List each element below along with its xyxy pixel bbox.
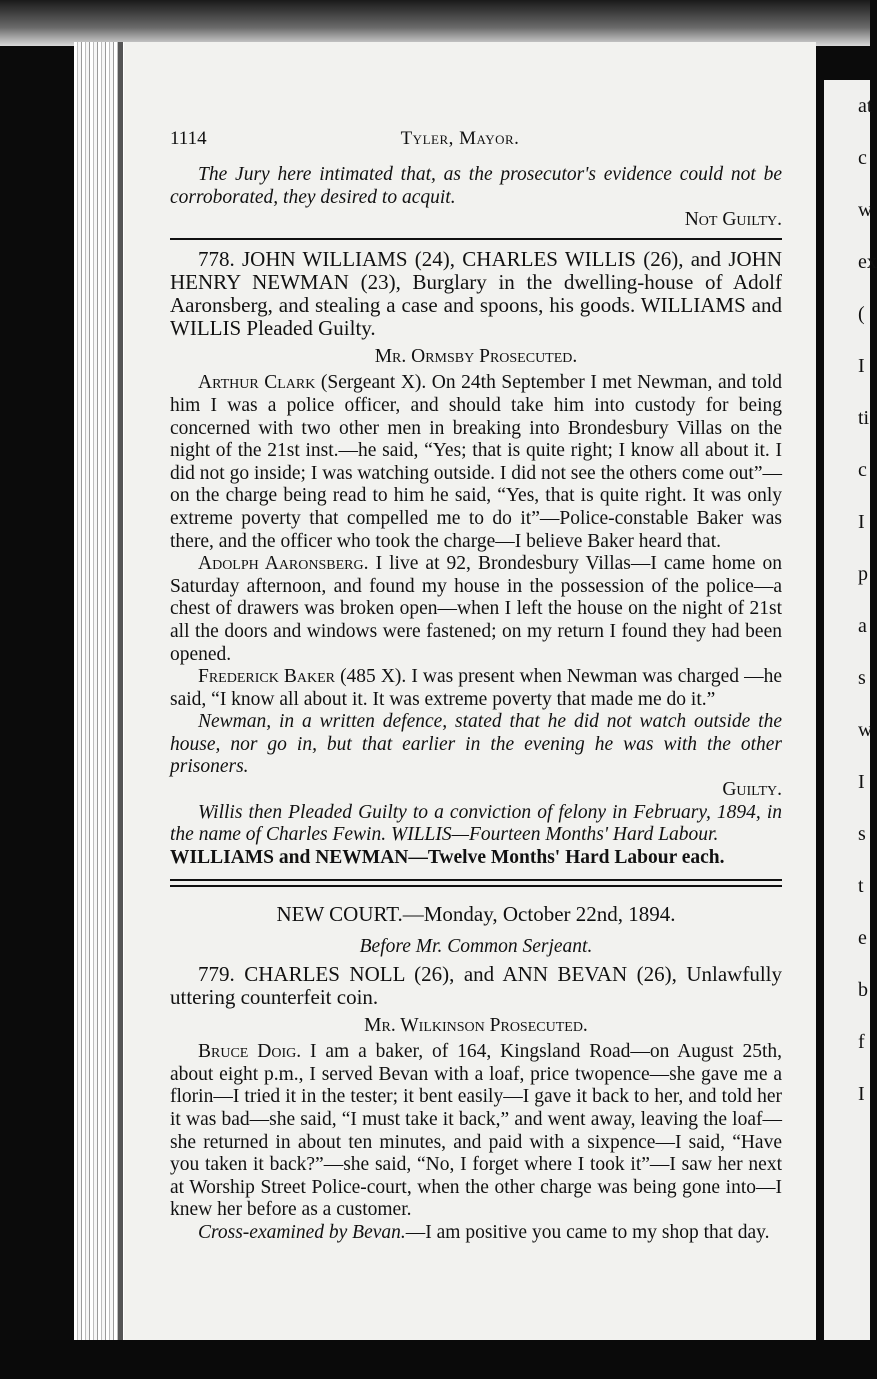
facing-page-fragment: I [858, 771, 865, 793]
court-before: Before Mr. Common Serjeant. [359, 936, 593, 958]
facing-page-fragment: b [858, 979, 868, 1001]
facing-page-fragment: a [858, 615, 867, 637]
facing-page-fragment: I [858, 1083, 865, 1105]
facing-page-fragment: ti [858, 407, 870, 429]
case-778-witness-3 [170, 666, 782, 711]
prev-case-text: The Jury here intimated that, as the prosecutor's evidence could not be corroborated, they desired to acquit. [170, 164, 782, 208]
page-content [170, 120, 782, 1245]
case-779-cross [170, 1222, 782, 1245]
prev-case-verdict-line [170, 209, 782, 232]
running-title: Tyler, Mayor. [400, 128, 520, 149]
witness-name: Bruce Doig. [198, 1041, 302, 1063]
case-778-heading: 778. JOHN WILLIAMS (24), CHARLES WILLIS (26), and JOHN HENRY NEWMAN (23), Burglary in the dwelling-house of Adolf Aaronsberg, and stealing a case and spoons, his goods. WILLIAMS and WILLIS Pleaded Guilty. [170, 246, 782, 340]
facing-page-fragment: s [858, 823, 866, 845]
case-778-defence: Newman, in a written defence, stated that he did not watch outside the house, nor go in, but that earlier in the evening he was with the other prisoners. [170, 711, 782, 778]
facing-page-fragment: c [858, 459, 867, 481]
section-rule [170, 238, 782, 240]
facing-page-fragment: e [858, 927, 867, 949]
case-778-verdict: Guilty. [722, 779, 782, 801]
gutter-shadow [118, 42, 123, 1342]
case-778-verdict-line [170, 779, 782, 802]
court-divider [170, 879, 782, 887]
case-779-witness-1 [170, 1041, 782, 1222]
witness-testimony: (Sergeant X). On 24th September I met Newman, and told him I was a police officer, and should take him into custody for being concerned with two other men in breaking into Brondesbury Villas on the night of the 21st inst.—he said, “Yes; that is quite right; I know all about it. I did not go inside; I was watching outside. I did not see the others come out”—on the charge being read to him he said, “Yes, that is quite right. It was only extreme poverty that compelled me to do it”—Police-constable Baker was there, and the officer who took the charge—I believe Baker heard that. [170, 372, 782, 552]
case-778-willis-note: Willis then Pleaded Guilty to a conviction of felony in February, 1894, in the name of Charles Fewin. WILLIS—Fourteen Months' Hard Labour. [170, 801, 782, 846]
running-head [170, 128, 782, 164]
page-gutter [74, 42, 124, 1342]
case-778-sentence: WILLIAMS and NEWMAN—Twelve Months' Hard Labour each. [170, 846, 725, 868]
court-heading: NEW COURT.—Monday, October 22nd, 1894. [276, 902, 676, 927]
cross-text: —I am positive you came to my shop that day. [405, 1221, 770, 1243]
facing-page-fragment: I [858, 355, 865, 377]
facing-page-fragment: c [858, 147, 867, 169]
page-number: 1114 [170, 128, 207, 149]
case-778-prosecutor: Mr. Ormsby Prosecuted. [374, 345, 578, 367]
facing-page-fragment: w [858, 719, 873, 741]
facing-page-edge [824, 80, 877, 1340]
prev-case-verdict: Not Guilty. [684, 209, 782, 231]
facing-page-fragment: f [858, 1031, 865, 1053]
scan-bottom-edge [0, 1340, 870, 1379]
facing-page-fragment: s [858, 667, 866, 689]
scan-top-edge [0, 0, 870, 46]
witness-name: Adolph Aaronsberg. [198, 553, 369, 575]
case-779-prosecutor: Mr. Wilkinson Prosecuted. [364, 1014, 588, 1036]
witness-name: Arthur Clark [198, 372, 316, 394]
facing-page-fragment: ( [858, 303, 865, 325]
facing-page-fragment: I [858, 511, 865, 533]
facing-page-fragment: p [858, 563, 868, 585]
case-779-heading: 779. CHARLES NOLL (26), and ANN BEVAN (26), Unlawfully uttering counterfeit coin. [170, 961, 782, 1009]
facing-page-fragment: w [858, 199, 873, 221]
facing-page-fragment: t [858, 875, 864, 897]
facing-page-fragment: at [858, 95, 873, 117]
witness-testimony: I live at 92, Brondesbury Villas—I came home on Saturday afternoon, and found my house in the possession of the police—a chest of drawers was broken open—when I left the house on the night of 21st all the doors and windows were fastened; on my return I found they had been opened. [170, 553, 782, 665]
case-778-witness-1 [170, 372, 782, 553]
witness-testimony: I am a baker, of 164, Kingsland Road—on August 25th, about eight p.m., I served Bevan with a loaf, price twopence—she gave me a florin—I tried it in the tester; it bent easily—I gave it back to her, and told her it was bad—she said, “I must take it back,” and went away, leaving the loaf—she returned in about ten minutes, and paid with a sixpence—I said, “Have you taken it back?”—she said, “No, I forget where I took it”—I saw her next at Worship Street Police-court, when the other charge was being gone into—I knew her before as a customer. [170, 1041, 782, 1221]
case-778-witness-2 [170, 553, 782, 666]
witness-name: Frederick Baker [198, 666, 336, 688]
facing-page-fragment: ex [858, 251, 877, 273]
witness-testimony: (485 X). I was present when Newman was charged —he said, “I know all about it. It was extreme poverty that made me do it.” [170, 666, 783, 710]
cross-label: Cross-examined by Bevan. [198, 1221, 406, 1243]
